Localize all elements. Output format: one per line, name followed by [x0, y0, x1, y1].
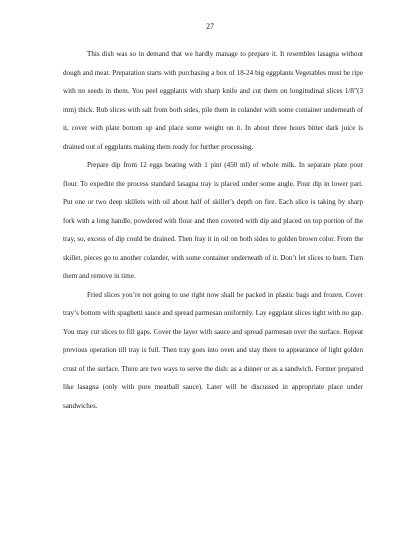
body-text	[63, 45, 363, 415]
paragraph-dip-and-frying: Prepare dip from 12 eggs beating with 1 pint (450 ml) of whole milk. In separate plate pour flour. To expedite the process standard lasagna tray is placed under some angle. Pour dip in lower part. Put one or two deep skillets with oil about half of skillet’s depth on fire. Each slice is taking by sharp fork with a long handle, powdered with flour and then covered with dip and placed on top portion of the tray, so, excess of dip could be drained. Then fray it in oil on both sides to golden brown color. From the skillet, pieces go to another colander, with some container underneath of it. Don’t let slices to burn. Turn them and remove in time.	[63, 161, 363, 280]
page-number: 27	[206, 22, 214, 31]
paragraph-intro: This dish was so in demand that we hardly manage to prepare it. It resembles lasagna without dough and meat. Preparation starts with purchasing a box of 18-24 big eggplants Vegetables must be ripe with no seeds in them. You peel eggplants with sharp knife and cut them on longitudinal slices 1/8”(3 mm) thick. Rub slices with salt from both sides, pile them in colander with some container underneath of it, cover with plate bottom up and place some weight on it. In about three hours bitter dark juice is drained out of eggplants making them ready for further processing.	[63, 50, 363, 151]
paragraph-assembly-and-serving: Fried slices you’re not going to use right now shall be packed in plastic bags and frozen. Cover tray’s bottom with spaghetti sauce and spread parmesan uniformly. Lay eggplant slices tight with no gap. You may cut slices to fill gaps. Cover the layer with sauce and spread parmesan over the surface. Repeat previous operation till tray is full. Then tray goes into oven and stay there to appearance of light golden crust of the surface. There are two ways to serve the dish: as a dinner or as a sandwich. Former prepared like lasagna (only with pure meatball sauce). Later will be discussed in appropriate place under sandwiches.	[63, 290, 363, 410]
